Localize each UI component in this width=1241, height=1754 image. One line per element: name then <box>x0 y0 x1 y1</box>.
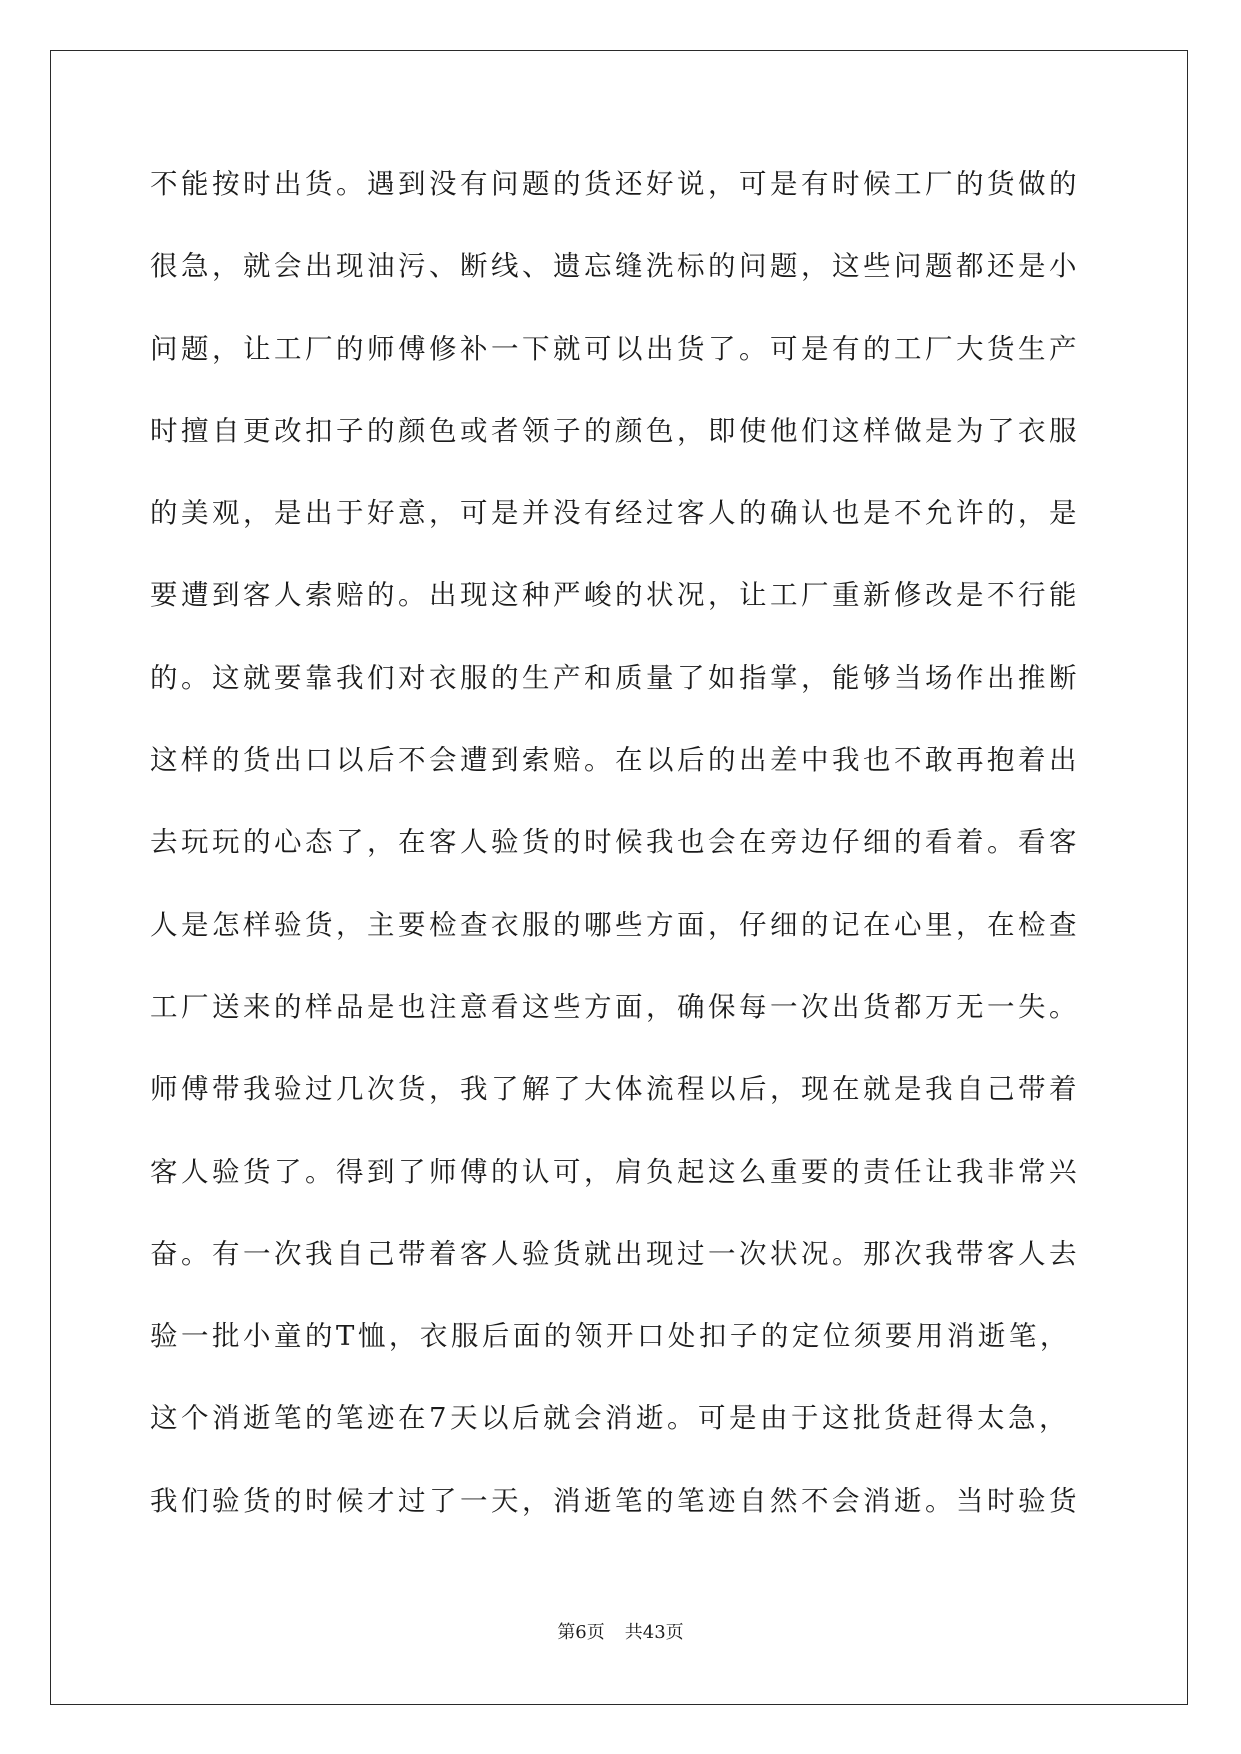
text-line: 这样的货出口以后不会遭到索赔。在以后的出差中我也不敢再抱着出 <box>150 744 1080 777</box>
text-line: 这个消逝笔的笔迹在7天以后就会消逝。可是由于这批货赶得太急， <box>150 1402 1070 1435</box>
page-footer <box>0 1618 1241 1644</box>
text-line: 的美观，是出于好意，可是并没有经过客人的确认也是不允许的，是 <box>150 497 1080 530</box>
text-line: 去玩玩的心态了，在客人验货的时候我也会在旁边仔细的看着。看客 <box>150 826 1080 859</box>
text-line: 时擅自更改扣子的颜色或者领子的颜色，即使他们这样做是为了衣服 <box>150 414 1080 447</box>
text-line: 人是怎样验货，主要检查衣服的哪些方面，仔细的记在心里，在检查 <box>150 908 1080 941</box>
document-body <box>150 158 1095 1557</box>
page-total: 共43页 <box>624 1622 684 1643</box>
text-line: 问题，让工厂的师傅修补一下就可以出货了。可是有的工厂大货生产 <box>150 332 1080 365</box>
text-line: 工厂送来的样品是也注意看这些方面，确保每一次出货都万无一失。 <box>150 990 1080 1023</box>
text-line: 客人验货了。得到了师傅的认可，肩负起这么重要的责任让我非常兴 <box>150 1155 1080 1188</box>
text-line: 师傅带我验过几次货，我了解了大体流程以后，现在就是我自己带着 <box>150 1073 1080 1106</box>
text-line: 的。这就要靠我们对衣服的生产和质量了如指掌，能够当场作出推断 <box>150 661 1080 694</box>
text-line: 我们验货的时候才过了一天，消逝笔的笔迹自然不会消逝。当时验货 <box>150 1484 1080 1517</box>
text-line: 不能按时出货。遇到没有问题的货还好说，可是有时候工厂的货做的 <box>150 168 1080 200</box>
page-number: 第6页 <box>557 1622 605 1643</box>
text-line: 很急，就会出现油污、断线、遗忘缝洗标的问题，这些问题都还是小 <box>150 250 1080 283</box>
text-line: 验一批小童的T恤，衣服后面的领开口处扣子的定位须要用消逝笔， <box>150 1320 1071 1353</box>
text-line: 要遭到客人索赔的。出现这种严峻的状况，让工厂重新修改是不行能 <box>150 579 1080 612</box>
text-line: 奋。有一次我自己带着客人验货就出现过一次状况。那次我带客人去 <box>150 1237 1080 1270</box>
